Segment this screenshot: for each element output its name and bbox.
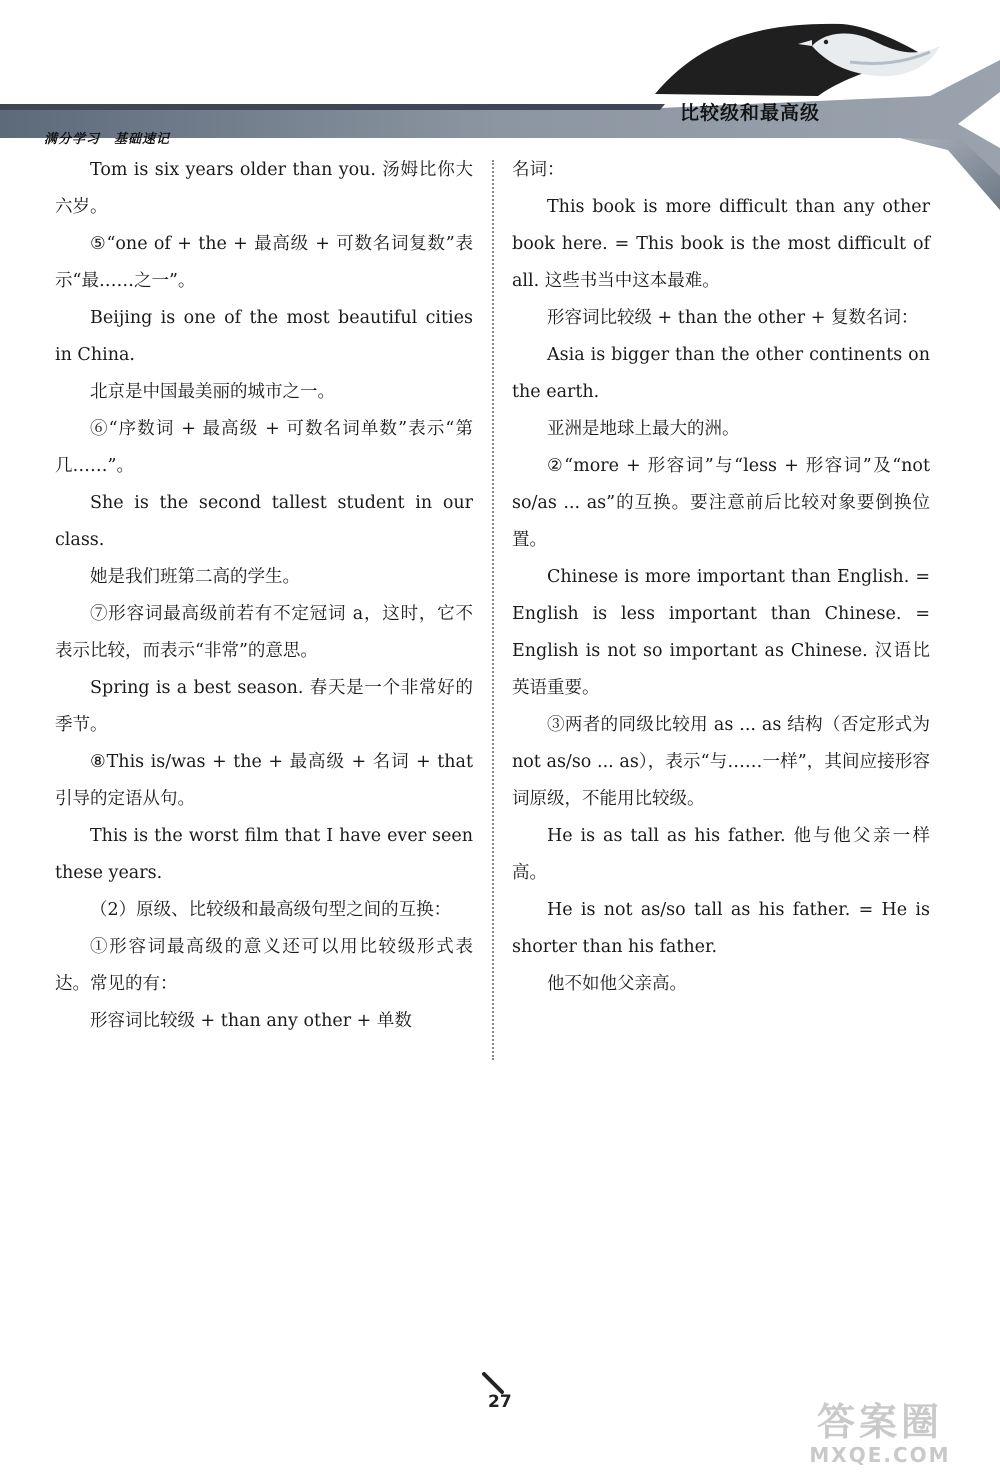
left-paragraph-8: ⑦形容词最高级前若有不定冠词 a，这时，它不表示比较，而表示“非常”的意思。 [55, 604, 473, 661]
right-paragraph-5: 亚洲是地球上最大的洲。 [547, 419, 740, 439]
left-paragraph-3: Beijing is one of the most beautiful cities in China. [55, 308, 473, 365]
page-title: 比较级和最高级 [680, 102, 821, 124]
page-number-tick-icon [482, 1372, 506, 1394]
watermark-url: MXQE.COM [809, 1443, 951, 1467]
right-paragraph-2: This book is more difficult than any other book here. = This book is the most difficult of all. 这些书当中这本最难。 [512, 197, 930, 291]
page-number: 27 [488, 1392, 512, 1412]
left-paragraph-14: 形容词比较级 + than any other + 单数 [90, 1011, 412, 1031]
left-paragraph-1: Tom is six years older than you. 汤姆比你大六岁。 [55, 160, 473, 217]
right-paragraph-8: ③两者的同级比较用 as ... as 结构（否定形式为 not as/so ... as），表示“与……一样”，其间应接形容词原级，不能用比较级。 [512, 715, 930, 809]
left-paragraph-5: ⑥“序数词 + 最高级 + 可数名词单数”表示“第几……”。 [55, 419, 473, 476]
left-paragraph-13: ①形容词最高级的意义还可以用比较级形式表达。常见的有： [55, 937, 473, 994]
left-paragraph-10: ⑧This is/was + the + 最高级 + 名词 + that 引导的定语从句。 [55, 752, 473, 809]
right-paragraph-3: 形容词比较级 + than the other + 复数名词： [547, 308, 919, 328]
left-column [55, 152, 473, 1040]
series-label: 满分学习 [44, 132, 101, 147]
header-left-label [44, 128, 170, 147]
watermark [765, 1400, 995, 1472]
left-paragraph-2: ⑤“one of + the + 最高级 + 可数名词复数”表示“最……之一”。 [55, 234, 473, 291]
right-paragraph-11: 他不如他父亲高。 [547, 974, 687, 994]
left-paragraph-11: This is the worst film that I have ever seen these years. [55, 826, 473, 883]
watermark-logo-text: 答案圈 [816, 1400, 943, 1444]
left-paragraph-6: She is the second tallest student in our class. [55, 493, 473, 550]
left-paragraph-9: Spring is a best season. 春天是一个非常好的季节。 [55, 678, 473, 735]
right-paragraph-1: 名词： [512, 160, 565, 180]
section-label: 基础速记 [114, 132, 171, 147]
column-divider [492, 160, 494, 1060]
right-paragraph-10: He is not as/so tall as his father. = He is shorter than his father. [512, 900, 930, 957]
left-paragraph-12: （2）原级、比较级和最高级句型之间的互换： [90, 900, 452, 920]
left-paragraph-7: 她是我们班第二高的学生。 [90, 567, 300, 587]
right-paragraph-4: Asia is bigger than the other continents on the earth. [512, 345, 930, 402]
left-paragraph-4: 北京是中国最美丽的城市之一。 [90, 382, 335, 402]
right-column [512, 152, 930, 1003]
right-paragraph-6: ②“more + 形容词”与“less + 形容词”及“not so/as ... as”的互换。要注意前后比较对象要倒换位置。 [512, 456, 930, 550]
right-paragraph-9: He is as tall as his father. 他与他父亲一样高。 [512, 826, 930, 883]
right-paragraph-7: Chinese is more important than English. = English is less important than Chinese. = English is not so important as Chinese. 汉语比英语重要。 [512, 567, 931, 698]
